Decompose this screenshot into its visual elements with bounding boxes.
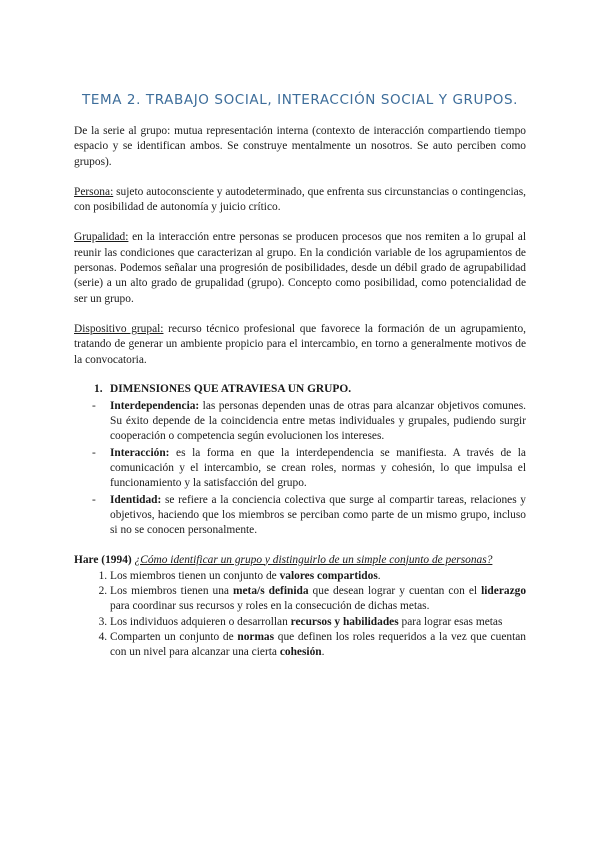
section-number: 1. xyxy=(94,382,103,395)
list-item xyxy=(110,446,526,492)
document-title: TEMA 2. TRABAJO SOCIAL, INTERACCIÓN SOCIAL Y GRUPOS. xyxy=(81,92,519,108)
definition-text: en la interacción entre personas se producen procesos que nos remiten a lo grupal al reunir las condiciones que caracterizan al grupo. En la condición variable de los agrupamientos de personas. Podemos señalar una progresión de posibilidades, desde un débil grado de agrupabilidad (serie) a un alto grado de grupalidad (grupo). Concepto como posibilidad, como potencialidad de ser un grupo. xyxy=(74,231,526,305)
definition-text: recurso técnico profesional que favorece la formación de un agrupamiento, tratando de generar un ambiente propicio para el intercambio, en torno a generalmente motivos de la convocatoria. xyxy=(74,322,526,366)
item-term: Identidad: xyxy=(110,493,162,506)
item-text: Los miembros tienen una xyxy=(110,585,233,598)
list-item xyxy=(110,615,526,630)
hare-author: Hare (1994) xyxy=(74,553,132,566)
item-text: para lograr esas metas xyxy=(398,615,503,628)
definition-text: sujeto autoconsciente y autodeterminado, que enfrenta sus circunstancias o contingencias, con posibilidad de autonomía y juicio crítico. xyxy=(74,185,526,214)
item-text: . xyxy=(321,646,325,659)
definition-persona xyxy=(74,185,526,216)
item-text: Los miembros tienen un conjunto de xyxy=(110,569,280,582)
item-bold: recursos y habilidades xyxy=(290,615,399,628)
hare-heading xyxy=(74,553,526,568)
section-heading-text: DIMENSIONES QUE ATRAVIESA UN GRUPO. xyxy=(110,382,352,395)
definition-term: Persona: xyxy=(74,185,114,198)
item-text: para coordinar sus recursos y roles en la consecución de dichas metas. xyxy=(110,600,430,613)
hare-question: ¿Cómo identificar un grupo y distinguirlo de un simple conjunto de personas? xyxy=(134,553,493,566)
definition-grupalidad xyxy=(74,230,526,306)
list-item xyxy=(110,630,526,661)
definition-dispositivo-grupal xyxy=(74,322,526,368)
item-text: es la forma en que la interdependencia se manifiesta. A través de la comunicación y el intercambio, se crean roles, normas y cohesión, lo que impulsa el funcionamiento y la satisfacción del grupo. xyxy=(110,446,526,490)
intro-paragraph: De la serie al grupo: mutua representación interna (contexto de interacción compartiendo tiempo espacio y se identifican ambos. Se construye mentalmente un nosotros. Se auto perciben como grupos). xyxy=(74,125,526,168)
item-text: las personas dependen unas de otras para alcanzar objetivos comunes. Su éxito depende de la coincidencia entre metas individuales y grupales, pudiendo surgir cooperación o competencia según evolucionen los intereses. xyxy=(110,399,526,443)
item-text: se refiere a la conciencia colectiva que surge al compartir tareas, relaciones y objetivos, haciendo que los miembros se perciban como parte de un mismo grupo, incluso si no se conocen personalmente. xyxy=(110,493,526,537)
definition-term: Grupalidad: xyxy=(74,231,129,244)
item-bold: liderazgo xyxy=(481,585,527,598)
hare-criteria-list xyxy=(74,569,526,661)
item-term: Interacción: xyxy=(110,446,170,459)
item-bold: cohesión xyxy=(279,646,322,659)
item-bold: valores compartidos xyxy=(279,569,378,582)
item-text: que desean lograr y cuentan con el xyxy=(308,585,482,598)
item-term: Interdependencia: xyxy=(110,399,200,412)
list-item xyxy=(110,493,526,539)
item-text: que definen los roles requeridos a la vez que cuentan con un nivel para alcanzar una cierta xyxy=(110,631,526,659)
list-item xyxy=(110,584,526,615)
definition-term: Dispositivo grupal: xyxy=(74,322,164,335)
list-item xyxy=(110,569,526,584)
section-heading xyxy=(94,383,526,395)
list-item xyxy=(110,399,526,445)
item-bold: meta/s definida xyxy=(233,585,309,598)
item-text: Los individuos adquieren o desarrollan xyxy=(110,615,291,628)
item-text: . xyxy=(377,569,381,582)
item-bold: normas xyxy=(237,631,275,644)
dimensions-list xyxy=(74,399,526,539)
item-text: Comparten un conjunto de xyxy=(110,631,238,644)
